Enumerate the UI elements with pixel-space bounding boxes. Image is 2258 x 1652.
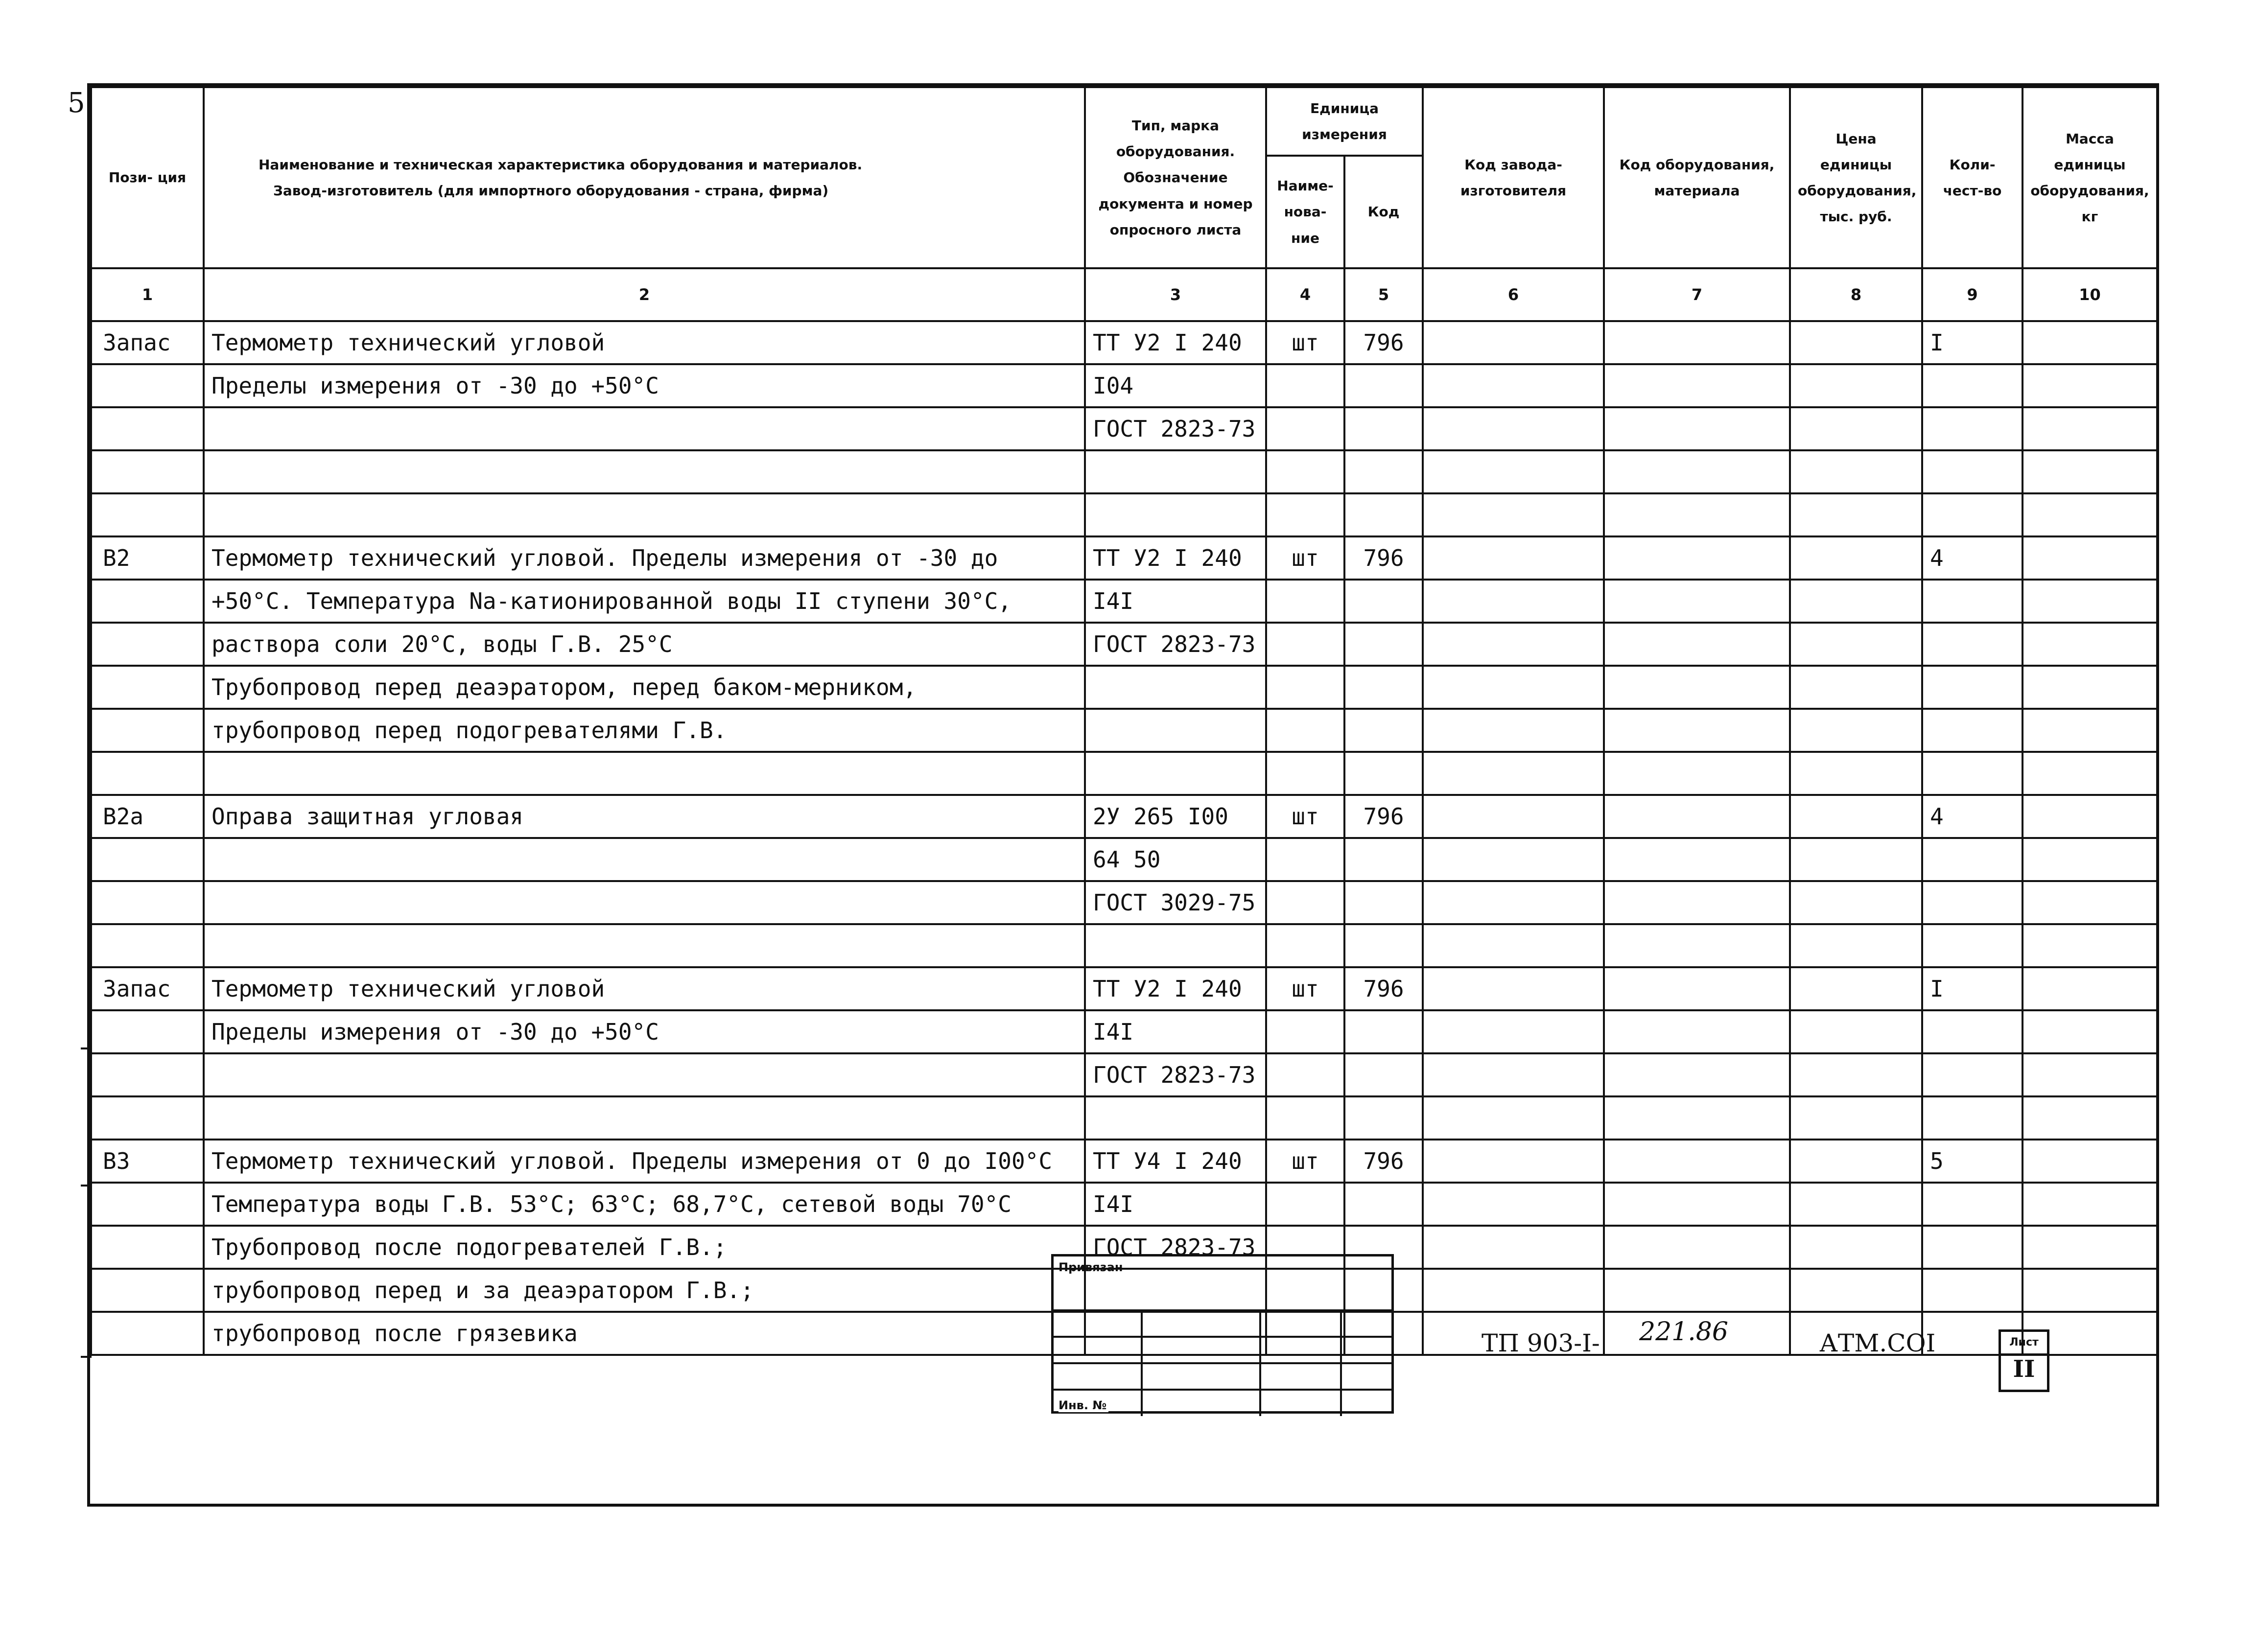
- position-cell: [91, 450, 204, 493]
- sheet-label: Лист: [2001, 1332, 2047, 1355]
- type-cell: [1085, 1096, 1266, 1140]
- price-cell: [1790, 580, 1922, 623]
- position-cell: [91, 1010, 204, 1053]
- price-cell: [1790, 881, 1922, 924]
- price-cell: [1790, 1140, 1922, 1183]
- type-cell: ТТ У4 I 240: [1085, 1140, 1266, 1183]
- factory-code-cell: [1423, 364, 1604, 407]
- mass-cell: [2023, 709, 2157, 752]
- type-cell: I4I: [1085, 1183, 1266, 1226]
- name-cell: Термометр технический угловой: [204, 321, 1085, 364]
- table-row: [91, 450, 2157, 493]
- position-cell: [91, 838, 204, 881]
- equipment-code-cell: [1604, 709, 1790, 752]
- unit-cell: [1266, 666, 1344, 709]
- table-row: [91, 795, 2157, 838]
- name-cell: [204, 1053, 1085, 1096]
- name-cell: [204, 407, 1085, 450]
- unit-code-cell: [1344, 364, 1423, 407]
- quantity-cell: [1922, 1010, 2023, 1053]
- factory-code-cell: [1423, 1010, 1604, 1053]
- unit-cell: [1266, 623, 1344, 666]
- price-cell: [1790, 364, 1922, 407]
- position-cell: [91, 709, 204, 752]
- unit-code-cell: [1344, 1096, 1423, 1140]
- quantity-cell: [1922, 580, 2023, 623]
- equipment-code-cell: [1604, 1140, 1790, 1183]
- price-cell: [1790, 321, 1922, 364]
- quantity-cell: [1922, 1053, 2023, 1096]
- price-cell: [1790, 407, 1922, 450]
- price-cell: [1790, 1183, 1922, 1226]
- factory-code-cell: [1423, 493, 1604, 536]
- mass-cell: [2023, 1269, 2157, 1312]
- name-cell: [204, 924, 1085, 967]
- table-row: [91, 1096, 2157, 1140]
- inventory-label: Инв. №: [1058, 1398, 1108, 1412]
- price-cell: [1790, 493, 1922, 536]
- price-cell: [1790, 709, 1922, 752]
- column-number: 2: [204, 268, 1085, 321]
- unit-code-cell: [1344, 1183, 1423, 1226]
- equipment-code-cell: [1604, 536, 1790, 580]
- unit-code-cell: [1344, 580, 1423, 623]
- factory-code-cell: [1423, 407, 1604, 450]
- attachment-stamp: [1051, 1254, 1394, 1414]
- type-cell: [1085, 924, 1266, 967]
- price-cell: [1790, 666, 1922, 709]
- name-cell: Трубопровод после подогревателей Г.В.;: [204, 1226, 1085, 1269]
- price-cell: [1790, 623, 1922, 666]
- name-cell: трубопровод перед подогревателями Г.В.: [204, 709, 1085, 752]
- table-row: [91, 924, 2157, 967]
- equipment-code-cell: [1604, 364, 1790, 407]
- quantity-cell: 5: [1922, 1140, 2023, 1183]
- mass-cell: [2023, 1226, 2157, 1269]
- unit-cell: шт: [1266, 536, 1344, 580]
- table-row: [91, 364, 2157, 407]
- unit-cell: [1266, 1096, 1344, 1140]
- document-code-block: [1393, 1317, 2064, 1414]
- name-cell: трубопровод перед и за деаэратором Г.В.;: [204, 1269, 1085, 1312]
- table-row: [91, 580, 2157, 623]
- margin-number: 5: [68, 87, 85, 119]
- factory-code-cell: [1423, 1183, 1604, 1226]
- name-cell: [204, 838, 1085, 881]
- position-cell: [91, 1226, 204, 1269]
- header-factory-code: Код завода-изготовителя: [1423, 87, 1604, 268]
- price-cell: [1790, 450, 1922, 493]
- unit-cell: [1266, 580, 1344, 623]
- unit-code-cell: 796: [1344, 795, 1423, 838]
- position-cell: В2: [91, 536, 204, 580]
- specification-table: [90, 86, 2158, 1356]
- type-cell: I4I: [1085, 580, 1266, 623]
- header-unit-name: Наиме-нова-ние: [1266, 156, 1344, 268]
- type-cell: [1085, 709, 1266, 752]
- equipment-code-cell: [1604, 1226, 1790, 1269]
- quantity-cell: I: [1922, 967, 2023, 1010]
- quantity-cell: [1922, 623, 2023, 666]
- mass-cell: [2023, 536, 2157, 580]
- unit-code-cell: 796: [1344, 1140, 1423, 1183]
- table-row: [91, 321, 2157, 364]
- position-cell: [91, 623, 204, 666]
- type-cell: 2У 265 I00: [1085, 795, 1266, 838]
- table-row: [91, 1053, 2157, 1096]
- unit-code-cell: [1344, 493, 1423, 536]
- position-cell: [91, 364, 204, 407]
- price-cell: [1790, 1226, 1922, 1269]
- mass-cell: [2023, 364, 2157, 407]
- position-cell: [91, 1183, 204, 1226]
- column-number: 3: [1085, 268, 1266, 321]
- name-cell: Пределы измерения от -30 до +50°С: [204, 1010, 1085, 1053]
- name-cell: [204, 1096, 1085, 1140]
- mass-cell: [2023, 838, 2157, 881]
- position-cell: [91, 666, 204, 709]
- name-cell: [204, 493, 1085, 536]
- table-row: [91, 752, 2157, 795]
- column-number: 7: [1604, 268, 1790, 321]
- mass-cell: [2023, 752, 2157, 795]
- column-number: 4: [1266, 268, 1344, 321]
- position-cell: [91, 1053, 204, 1096]
- factory-code-cell: [1423, 450, 1604, 493]
- column-number: 1: [91, 268, 204, 321]
- type-cell: 64 50: [1085, 838, 1266, 881]
- name-cell: [204, 450, 1085, 493]
- header-unit-group: Единица измерения: [1266, 87, 1423, 156]
- unit-code-cell: 796: [1344, 536, 1423, 580]
- table-row: [91, 881, 2157, 924]
- name-cell: Термометр технический угловой: [204, 967, 1085, 1010]
- name-cell: [204, 881, 1085, 924]
- price-cell: [1790, 967, 1922, 1010]
- mass-cell: [2023, 1096, 2157, 1140]
- quantity-cell: [1922, 407, 2023, 450]
- mass-cell: [2023, 967, 2157, 1010]
- type-cell: I4I: [1085, 1010, 1266, 1053]
- name-cell: Термометр технический угловой. Пределы измерения от 0 до I00°С: [204, 1140, 1085, 1183]
- table-row: [91, 666, 2157, 709]
- price-cell: [1790, 1269, 1922, 1312]
- factory-code-cell: [1423, 709, 1604, 752]
- name-cell: Трубопровод перед деаэратором, перед баком-мерником,: [204, 666, 1085, 709]
- factory-code-cell: [1423, 623, 1604, 666]
- equipment-code-cell: [1604, 967, 1790, 1010]
- type-cell: ГОСТ 2823-73: [1085, 407, 1266, 450]
- quantity-cell: [1922, 1096, 2023, 1140]
- quantity-cell: [1922, 1269, 2023, 1312]
- factory-code-cell: [1423, 321, 1604, 364]
- type-cell: ГОСТ 2823-73: [1085, 1053, 1266, 1096]
- table-row: [91, 536, 2157, 580]
- unit-code-cell: [1344, 838, 1423, 881]
- unit-code-cell: 796: [1344, 321, 1423, 364]
- equipment-code-cell: [1604, 1183, 1790, 1226]
- type-cell: [1085, 666, 1266, 709]
- quantity-cell: [1922, 924, 2023, 967]
- quantity-cell: [1922, 493, 2023, 536]
- document-mark: АТМ.СОI: [1819, 1329, 1936, 1357]
- quantity-cell: I: [1922, 321, 2023, 364]
- position-cell: [91, 881, 204, 924]
- name-cell: [204, 752, 1085, 795]
- factory-code-cell: [1423, 1096, 1604, 1140]
- price-cell: [1790, 752, 1922, 795]
- attached-label: Привязан: [1058, 1260, 1123, 1274]
- sheet-number: II: [2013, 1355, 2035, 1383]
- position-cell: [91, 1096, 204, 1140]
- mass-cell: [2023, 493, 2157, 536]
- mass-cell: [2023, 450, 2157, 493]
- quantity-cell: [1922, 666, 2023, 709]
- factory-code-cell: [1423, 967, 1604, 1010]
- type-cell: [1085, 450, 1266, 493]
- table-row: [91, 493, 2157, 536]
- type-cell: ГОСТ 2823-73: [1085, 623, 1266, 666]
- price-cell: [1790, 1010, 1922, 1053]
- unit-code-cell: [1344, 666, 1423, 709]
- equipment-code-cell: [1604, 1053, 1790, 1096]
- name-cell: +50°С. Температура Na-катионированной воды II ступени 30°С,: [204, 580, 1085, 623]
- table-row: [91, 623, 2157, 666]
- document-code: ТП 903-I-: [1482, 1329, 1600, 1357]
- quantity-cell: [1922, 752, 2023, 795]
- mass-cell: [2023, 924, 2157, 967]
- unit-cell: [1266, 1053, 1344, 1096]
- unit-cell: [1266, 450, 1344, 493]
- header-price: Цена единицы оборудования, тыс. руб.: [1790, 87, 1922, 268]
- unit-cell: шт: [1266, 967, 1344, 1010]
- unit-cell: [1266, 1010, 1344, 1053]
- table-row: [91, 1183, 2157, 1226]
- price-cell: [1790, 838, 1922, 881]
- type-cell: ТТ У2 I 240: [1085, 536, 1266, 580]
- position-cell: [91, 493, 204, 536]
- position-cell: [91, 1312, 204, 1355]
- mass-cell: [2023, 1010, 2157, 1053]
- unit-cell: [1266, 752, 1344, 795]
- position-cell: Запас: [91, 321, 204, 364]
- mass-cell: [2023, 580, 2157, 623]
- quantity-cell: 4: [1922, 536, 2023, 580]
- mass-cell: [2023, 321, 2157, 364]
- table-row: [91, 709, 2157, 752]
- unit-code-cell: [1344, 1053, 1423, 1096]
- price-cell: [1790, 536, 1922, 580]
- unit-cell: шт: [1266, 321, 1344, 364]
- equipment-code-cell: [1604, 838, 1790, 881]
- price-cell: [1790, 795, 1922, 838]
- unit-cell: шт: [1266, 795, 1344, 838]
- unit-cell: [1266, 881, 1344, 924]
- quantity-cell: [1922, 1183, 2023, 1226]
- equipment-code-cell: [1604, 924, 1790, 967]
- factory-code-cell: [1423, 666, 1604, 709]
- unit-code-cell: [1344, 450, 1423, 493]
- handwritten-number: 221.86: [1639, 1317, 1728, 1347]
- name-cell: Температура воды Г.В. 53°С; 63°С; 68,7°С, сетевой воды 70°С: [204, 1183, 1085, 1226]
- quantity-cell: [1922, 838, 2023, 881]
- header-mass: Масса единицы оборудования, кг: [2023, 87, 2157, 268]
- equipment-code-cell: [1604, 881, 1790, 924]
- equipment-code-cell: [1604, 752, 1790, 795]
- equipment-code-cell: [1604, 493, 1790, 536]
- quantity-cell: 4: [1922, 795, 2023, 838]
- name-cell: раствора соли 20°С, воды Г.В. 25°С: [204, 623, 1085, 666]
- equipment-code-cell: [1604, 666, 1790, 709]
- column-number: 6: [1423, 268, 1604, 321]
- unit-cell: [1266, 1183, 1344, 1226]
- mass-cell: [2023, 1183, 2157, 1226]
- type-cell: ТТ У2 I 240: [1085, 967, 1266, 1010]
- factory-code-cell: [1423, 536, 1604, 580]
- column-number: 9: [1922, 268, 2023, 321]
- factory-code-cell: [1423, 838, 1604, 881]
- unit-code-cell: [1344, 709, 1423, 752]
- unit-cell: [1266, 709, 1344, 752]
- unit-cell: шт: [1266, 1140, 1344, 1183]
- position-cell: [91, 752, 204, 795]
- table-row: [91, 967, 2157, 1010]
- quantity-cell: [1922, 364, 2023, 407]
- position-cell: Запас: [91, 967, 204, 1010]
- table-row: [91, 407, 2157, 450]
- table-row: [91, 838, 2157, 881]
- unit-code-cell: [1344, 924, 1423, 967]
- header-equipment-code: Код оборудования, материала: [1604, 87, 1790, 268]
- type-cell: [1085, 752, 1266, 795]
- unit-code-cell: [1344, 752, 1423, 795]
- type-cell: ТТ У2 I 240: [1085, 321, 1266, 364]
- factory-code-cell: [1423, 1053, 1604, 1096]
- factory-code-cell: [1423, 1226, 1604, 1269]
- quantity-cell: [1922, 881, 2023, 924]
- name-cell: трубопровод после грязевика: [204, 1312, 1085, 1355]
- unit-code-cell: 796: [1344, 967, 1423, 1010]
- type-cell: ГОСТ 2823-73: [1085, 1226, 1266, 1269]
- unit-cell: [1266, 924, 1344, 967]
- position-cell: [91, 407, 204, 450]
- mass-cell: [2023, 795, 2157, 838]
- header-name: Наименование и техническая характеристика оборудования и материалов. Завод-изготовитель (для импортного оборудования - страна, фирма): [204, 87, 1085, 268]
- factory-code-cell: [1423, 795, 1604, 838]
- unit-cell: [1266, 407, 1344, 450]
- header-position: Пози- ция: [91, 87, 204, 268]
- type-cell: [1085, 493, 1266, 536]
- factory-code-cell: [1423, 924, 1604, 967]
- name-cell: Оправа защитная угловая: [204, 795, 1085, 838]
- factory-code-cell: [1423, 1140, 1604, 1183]
- mass-cell: [2023, 666, 2157, 709]
- mass-cell: [2023, 623, 2157, 666]
- type-cell: ГОСТ 3029-75: [1085, 881, 1266, 924]
- factory-code-cell: [1423, 1269, 1604, 1312]
- factory-code-cell: [1423, 881, 1604, 924]
- unit-cell: [1266, 838, 1344, 881]
- name-cell: Пределы измерения от -30 до +50°С: [204, 364, 1085, 407]
- header-quantity: Коли-чест-во: [1922, 87, 2023, 268]
- header-unit-code: Код: [1344, 156, 1423, 268]
- column-number: 10: [2023, 268, 2157, 321]
- unit-code-cell: [1344, 881, 1423, 924]
- equipment-code-cell: [1604, 1096, 1790, 1140]
- equipment-code-cell: [1604, 407, 1790, 450]
- price-cell: [1790, 1053, 1922, 1096]
- factory-code-cell: [1423, 752, 1604, 795]
- unit-code-cell: [1344, 407, 1423, 450]
- mass-cell: [2023, 407, 2157, 450]
- equipment-code-cell: [1604, 450, 1790, 493]
- position-cell: В2а: [91, 795, 204, 838]
- unit-code-cell: [1344, 1010, 1423, 1053]
- price-cell: [1790, 924, 1922, 967]
- equipment-code-cell: [1604, 795, 1790, 838]
- table-row: [91, 1140, 2157, 1183]
- column-number: 5: [1344, 268, 1423, 321]
- name-cell: Термометр технический угловой. Пределы измерения от -30 до: [204, 536, 1085, 580]
- position-cell: [91, 1269, 204, 1312]
- equipment-code-cell: [1604, 580, 1790, 623]
- unit-cell: [1266, 364, 1344, 407]
- quantity-cell: [1922, 450, 2023, 493]
- equipment-code-cell: [1604, 623, 1790, 666]
- type-cell: I04: [1085, 364, 1266, 407]
- quantity-cell: [1922, 1226, 2023, 1269]
- unit-code-cell: [1344, 623, 1423, 666]
- factory-code-cell: [1423, 580, 1604, 623]
- position-cell: [91, 580, 204, 623]
- price-cell: [1790, 1096, 1922, 1140]
- mass-cell: [2023, 1140, 2157, 1183]
- mass-cell: [2023, 881, 2157, 924]
- equipment-code-cell: [1604, 1010, 1790, 1053]
- mass-cell: [2023, 1053, 2157, 1096]
- equipment-code-cell: [1604, 321, 1790, 364]
- table-row: [91, 1010, 2157, 1053]
- quantity-cell: [1922, 709, 2023, 752]
- header-type: Тип, марка оборудования. Обозначение документа и номер опросного листа: [1085, 87, 1266, 268]
- unit-cell: [1266, 493, 1344, 536]
- sheet-number-box: [1999, 1329, 2049, 1392]
- position-cell: В3: [91, 1140, 204, 1183]
- position-cell: [91, 924, 204, 967]
- column-number: 8: [1790, 268, 1922, 321]
- equipment-code-cell: [1604, 1269, 1790, 1312]
